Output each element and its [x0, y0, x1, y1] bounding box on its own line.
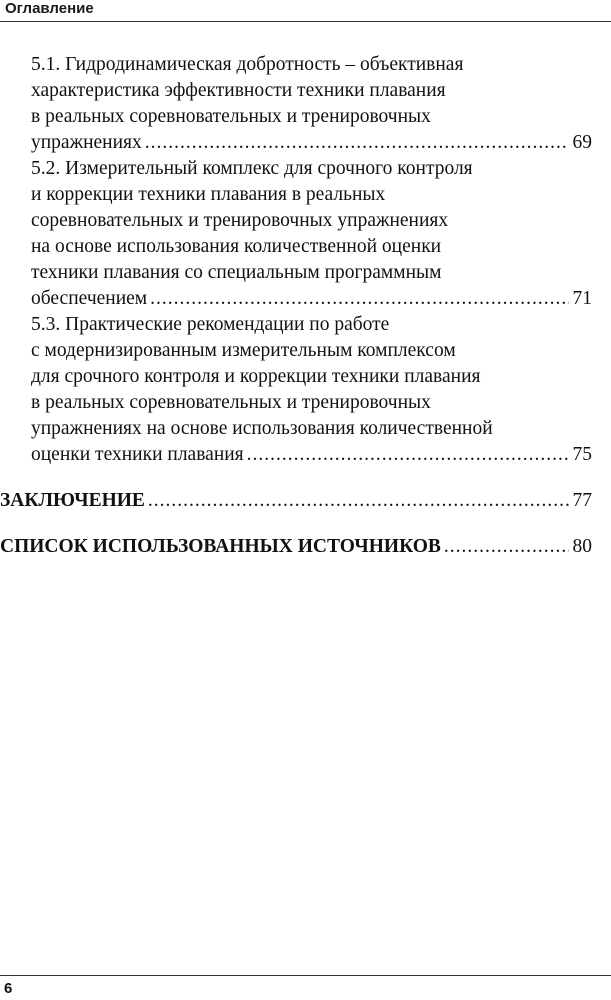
toc-line: в реальных соревновательных и тренировочных [31, 106, 431, 127]
footer-rule [0, 975, 611, 976]
toc-line: обеспечением [31, 288, 148, 309]
dot-leader [148, 488, 569, 514]
toc-line: и коррекции техники плавания в реальных [31, 184, 386, 205]
dot-leader [150, 286, 568, 312]
toc-line: 5.3. Практические рекомендации по работе [31, 314, 390, 335]
toc-entry-5-2[interactable] [0, 156, 592, 312]
toc-line: для срочного контроля и коррекции техники плавания [31, 366, 481, 387]
header-rule [0, 21, 611, 22]
toc-section-title: СПИСОК ИСПОЛЬЗОВАННЫХ ИСТОЧНИКОВ [0, 536, 441, 557]
page-number: 6 [4, 980, 13, 997]
dot-leader [444, 534, 569, 560]
running-title: Оглавление [5, 0, 94, 17]
toc-line: оценки техники плавания [31, 444, 244, 465]
toc-line: характеристика эффективности техники плавания [31, 80, 446, 101]
toc-entry-references[interactable] [0, 534, 592, 560]
toc-line: с модернизированным измерительным комплексом [31, 340, 456, 361]
dot-leader [247, 442, 569, 468]
toc-page-number: 75 [572, 444, 592, 465]
toc-page-number: 69 [572, 132, 592, 153]
toc-line: в реальных соревновательных и тренировочных [31, 392, 431, 413]
toc-line: упражнениях на основе использования количественной [31, 418, 493, 439]
toc-line: соревновательных и тренировочных упражнениях [31, 210, 449, 231]
toc-line: 5.1. Гидродинамическая добротность – объективная [31, 54, 464, 75]
toc-section-title: ЗАКЛЮЧЕНИЕ [0, 490, 145, 511]
toc-line: упражнениях [31, 132, 142, 153]
toc-page-number: 71 [572, 288, 592, 309]
toc-line: 5.2. Измерительный комплекс для срочного контроля [31, 158, 473, 179]
toc-page-number: 80 [572, 536, 592, 557]
toc-entry-5-3[interactable] [0, 312, 592, 468]
toc-line: техники плавания со специальным программным [31, 262, 442, 283]
toc-entry-conclusion[interactable] [0, 488, 592, 514]
dot-leader [145, 130, 569, 156]
table-of-contents [0, 52, 592, 560]
toc-page-number: 77 [572, 490, 592, 511]
toc-entry-5-1[interactable] [0, 52, 592, 156]
toc-line: на основе использования количественной оценки [31, 236, 442, 257]
